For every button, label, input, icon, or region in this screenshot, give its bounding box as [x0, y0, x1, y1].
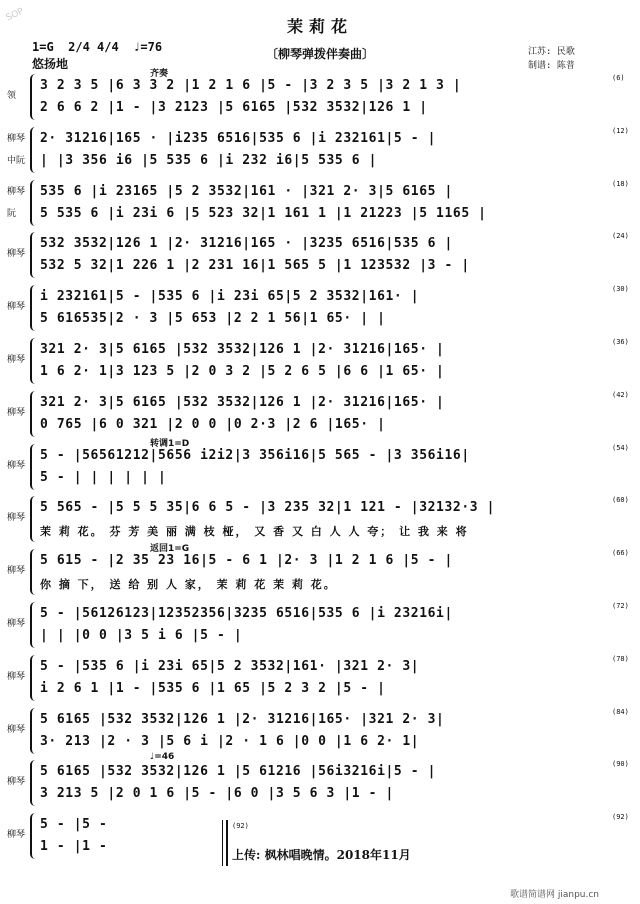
performance-direction: ♩=46	[150, 752, 175, 763]
measure-number: (30)	[612, 285, 629, 294]
song-title: 茉莉花	[286, 17, 353, 36]
notation-line: 535 6 |i 23165 |5 2 3532|161 · |321 2· 3|5 6165 |	[40, 183, 453, 199]
system-brace	[30, 813, 40, 859]
instrument-label: 柳琴	[7, 619, 26, 629]
system-brace	[30, 708, 40, 754]
instrument-label: 柳琴	[7, 133, 26, 144]
system-brace	[30, 232, 40, 278]
instrument-label: 柳琴	[7, 830, 26, 841]
score-system	[0, 496, 640, 544]
system-brace	[30, 74, 40, 120]
system-brace	[30, 602, 40, 648]
instrument-label: 柳琴	[7, 566, 26, 577]
score-system	[0, 438, 640, 492]
score-system	[0, 602, 640, 650]
key-signature: 1=G 2/4 4/4 ♩=76	[32, 40, 163, 54]
source-credit: 江苏: 民歌	[528, 47, 575, 57]
upload-note: 上传: 枫林唱晚情。2018年11月	[232, 848, 411, 862]
measure-number: (72)	[612, 602, 629, 610]
score-system	[0, 391, 640, 439]
measure-number: (12)	[612, 126, 629, 135]
system-brace	[30, 285, 40, 331]
score-system	[0, 232, 640, 280]
watermark-logo: SOP	[4, 6, 26, 24]
measure-number: (92)	[612, 813, 629, 822]
instrument-label: 阮	[7, 208, 17, 219]
instrument-label: 柳琴	[7, 355, 26, 365]
measure-number: (24)	[612, 232, 629, 241]
measure-number: (36)	[612, 338, 629, 346]
notation-line: | |3 356 i6 |5 535 6 |i 232 i6|5 535 6 |	[40, 152, 378, 168]
instrument-label: 柳琴	[7, 777, 26, 788]
instrument-label: 柳琴	[7, 671, 26, 682]
notation-line: 5 - |56561212|5656 i2i2|3 356i16|5 565 - |3 356i16|	[40, 447, 470, 463]
notation-line: 1 - |1 -	[40, 839, 108, 855]
score-system	[0, 180, 640, 228]
tempo-marking: 悠扬地	[32, 57, 69, 71]
instrument-label: 中阮	[7, 155, 26, 166]
measure-number: (78)	[612, 654, 629, 663]
performance-direction: 齐奏	[150, 69, 169, 79]
notation-line: 5 - |56126123|12352356|3235 6516|535 6 |i 23216i|	[40, 606, 453, 621]
system-brace	[30, 760, 40, 806]
system-brace	[30, 180, 40, 226]
instrument-label: 柳琴	[7, 460, 26, 471]
notation-line: 5 6165 |532 3532|126 1 |5 61216 |56i3216i|5 - |	[40, 764, 437, 780]
system-brace	[30, 496, 40, 542]
measure-number: (90)	[612, 760, 629, 769]
score-system	[0, 127, 640, 175]
notation-line: 5 - | | | | | |	[40, 469, 167, 485]
notation-line: 1 6 2· 1|3 123 5 |2 0 3 2 |5 2 6 5 |6 6 |1 65· |	[40, 364, 445, 379]
measure-number: (54)	[612, 443, 629, 452]
notation-line: 5 535 6 |i 23i 6 |5 523 32|1 161 1 |1 21223 |5 1165 |	[40, 205, 487, 221]
measure-number: (66)	[612, 549, 629, 558]
notation-line: 3 213 5 |2 0 1 6 |5 - |6 0 |3 5 6 3 |1 - |	[40, 786, 394, 802]
measure-number: (92)	[232, 822, 249, 830]
notation-line: 2 6 6 2 |1 - |3 2123 |5 6165 |532 3532|126 1 |	[40, 100, 428, 115]
notation-line: 0 765 |6 0 321 |2 0 0 |0 2·3 |2 6 |165· |	[40, 416, 386, 432]
notation-line: | | |0 0 |3 5 i 6 |5 - |	[40, 628, 243, 643]
notation-line: i 232161|5 - |535 6 |i 23i 65|5 2 3532|161· |	[40, 289, 420, 305]
lyric-line: 茉 莉 花。 芬 芳 美 丽 满 枝 桠， 又 香 又 白 人 人 夸； 让 我 来 将	[40, 525, 469, 539]
score-system	[0, 752, 640, 808]
notation-line: 5 565 - |5 5 5 35|6 6 5 - |3 235 32|1 121 - |32132·3 |	[40, 500, 496, 516]
score-system	[0, 69, 640, 122]
notation-line: 5 6165 |532 3532|126 1 |2· 31216|165· |321 2· 3|	[40, 711, 445, 727]
score-system	[0, 708, 640, 756]
performance-direction: 返回1=G	[150, 544, 190, 555]
system-brace	[30, 338, 40, 384]
notation-line: i 2 6 1 |1 - |535 6 |1 65 |5 2 3 2 |5 - |	[40, 680, 386, 696]
score-system	[0, 544, 640, 597]
subtitle: 〔柳琴弹拨伴奏曲〕	[265, 47, 374, 61]
notation-line: 5 615 - |2 35 23 16|5 - 6 1 |2· 3 |1 2 1 6 |5 - |	[40, 553, 453, 569]
notation-line: 532 3532|126 1 |2· 31216|165 · |3235 6516|535 6 |	[40, 236, 453, 252]
notation-line: 2· 31216|165 · |i235 6516|535 6 |i 232161|5 - |	[40, 130, 437, 146]
system-brace	[30, 655, 40, 701]
instrument-label: 柳琴	[7, 302, 26, 313]
system-brace	[30, 444, 40, 490]
instrument-label: 柳琴	[7, 724, 26, 735]
score-system	[0, 285, 640, 333]
notation-line: 3· 213 |2 · 3 |5 6 i |2 · 1 6 |0 0 |1 6 2· 1|	[40, 733, 420, 749]
notation-line: 321 2· 3|5 6165 |532 3532|126 1 |2· 31216|165· |	[40, 394, 445, 410]
measure-number: (84)	[612, 707, 629, 716]
notation-line: 321 2· 3|5 6165 |532 3532|126 1 |2· 31216|165· |	[40, 342, 445, 357]
instrument-label: 柳琴	[7, 407, 26, 418]
measure-number: (42)	[612, 390, 629, 399]
notation-line: 5 616535|2 · 3 |5 653 |2 2 1 56|1 65· | |	[40, 311, 386, 327]
instrument-label: 柳琴	[7, 513, 26, 524]
notation-line: 5 - |5 -	[40, 817, 108, 833]
final-barline	[222, 820, 228, 866]
notation-line: 532 5 32|1 226 1 |2 231 16|1 565 5 |1 123532 |3 - |	[40, 258, 470, 274]
site-watermark: 歌谱简谱网 jianpu.cn	[510, 890, 600, 900]
notation-line: 3 2 3 5 |6 3 3 2 |1 2 1 6 |5 - |3 2 3 5 |3 2 1 3 |	[40, 78, 462, 93]
measure-number: (60)	[612, 496, 629, 505]
score-system	[0, 655, 640, 703]
instrument-label: 柳琴	[7, 186, 26, 197]
score-system	[0, 338, 640, 386]
measure-number: (6)	[612, 74, 625, 82]
notation-line: 5 - |535 6 |i 23i 65|5 2 3532|161· |321 2· 3|	[40, 658, 420, 674]
instrument-label: 柳琴	[7, 249, 26, 260]
measure-number: (18)	[612, 179, 629, 188]
transcriber-credit: 制谱: 陈普	[528, 61, 575, 71]
system-brace	[30, 391, 40, 437]
lyric-line: 你 摘 下， 送 给 别 人 家， 茉 莉 花 茉 莉 花。	[40, 578, 337, 592]
performance-direction: 转调1=D	[150, 438, 190, 449]
instrument-label: 领	[7, 91, 17, 101]
system-brace	[30, 549, 40, 595]
system-brace	[30, 127, 40, 173]
